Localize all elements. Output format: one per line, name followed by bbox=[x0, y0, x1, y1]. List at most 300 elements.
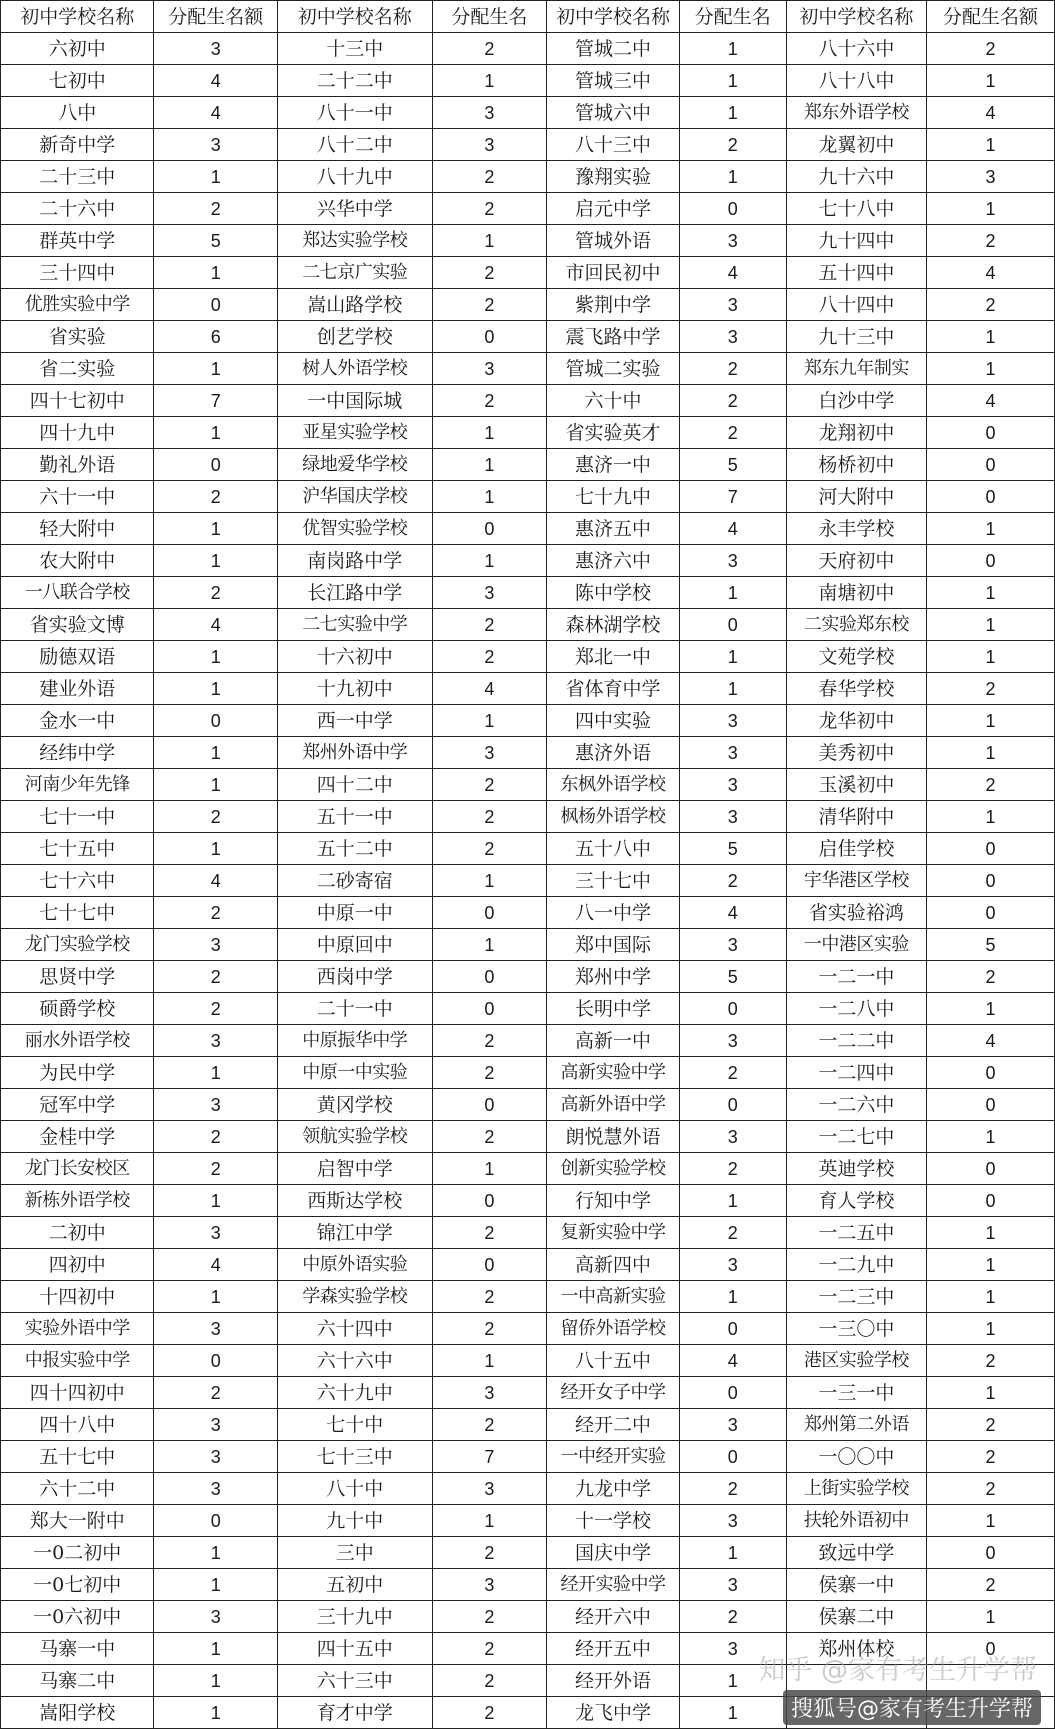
school-name-cell: 天府初中 bbox=[786, 545, 926, 577]
quota-cell: 3 bbox=[432, 97, 547, 129]
quota-cell: 2 bbox=[154, 1377, 278, 1409]
table-row bbox=[1, 353, 1055, 385]
table-row bbox=[1, 1409, 1055, 1441]
quota-cell: 1 bbox=[432, 1505, 547, 1537]
school-name-cell: 三中 bbox=[278, 1537, 433, 1569]
quota-cell: 1 bbox=[926, 1249, 1054, 1281]
school-name-cell: 嵩阳学校 bbox=[1, 1697, 154, 1729]
quota-cell: 1 bbox=[679, 161, 786, 193]
quota-cell: 0 bbox=[154, 1345, 278, 1377]
quota-cell: 0 bbox=[679, 193, 786, 225]
school-name-cell: 一〇〇中 bbox=[786, 1441, 926, 1473]
school-name-cell: 二七京广实验 bbox=[278, 257, 433, 289]
school-name-cell: 二十三中 bbox=[1, 161, 154, 193]
school-name-cell: 一中港区实验 bbox=[786, 929, 926, 961]
school-name-cell: 五十一中 bbox=[278, 801, 433, 833]
quota-cell: 4 bbox=[154, 65, 278, 97]
school-name-cell: 七十九中 bbox=[547, 481, 679, 513]
table-row bbox=[1, 1441, 1055, 1473]
table-row bbox=[1, 705, 1055, 737]
school-name-cell: 三十四中 bbox=[1, 257, 154, 289]
quota-cell: 0 bbox=[926, 1057, 1054, 1089]
quota-cell: 3 bbox=[432, 577, 547, 609]
quota-cell: 0 bbox=[926, 449, 1054, 481]
school-name-cell: 西一中学 bbox=[278, 705, 433, 737]
quota-cell: 4 bbox=[432, 673, 547, 705]
quota-cell: 2 bbox=[432, 161, 547, 193]
table-row bbox=[1, 897, 1055, 929]
quota-cell: 2 bbox=[432, 1697, 547, 1729]
school-name-cell: 一中经开实验 bbox=[547, 1441, 679, 1473]
table-row bbox=[1, 833, 1055, 865]
quota-cell: 2 bbox=[679, 417, 786, 449]
school-name-cell: 一二七中 bbox=[786, 1121, 926, 1153]
quota-cell bbox=[926, 1665, 1054, 1697]
school-name-cell: 领航实验学校 bbox=[278, 1121, 433, 1153]
table-row bbox=[1, 801, 1055, 833]
quota-cell: 5 bbox=[926, 929, 1054, 961]
quota-cell: 3 bbox=[926, 161, 1054, 193]
quota-cell: 3 bbox=[679, 1633, 786, 1665]
table-row bbox=[1, 1057, 1055, 1089]
quota-cell: 1 bbox=[679, 1697, 786, 1729]
school-name-cell: 管城二中 bbox=[547, 33, 679, 65]
table-row bbox=[1, 257, 1055, 289]
header-school-name: 初中学校名称 bbox=[786, 1, 926, 33]
table-row bbox=[1, 193, 1055, 225]
school-name-cell: 一中国际城 bbox=[278, 385, 433, 417]
school-name-cell: 经纬中学 bbox=[1, 737, 154, 769]
school-name-cell: 东枫外语学校 bbox=[547, 769, 679, 801]
quota-cell: 2 bbox=[432, 1537, 547, 1569]
school-name-cell: 四十八中 bbox=[1, 1409, 154, 1441]
quota-cell: 3 bbox=[679, 1025, 786, 1057]
school-name-cell: 中原一中 bbox=[278, 897, 433, 929]
school-name-cell: 省实验文博 bbox=[1, 609, 154, 641]
quota-cell: 1 bbox=[926, 993, 1054, 1025]
quota-cell: 1 bbox=[432, 449, 547, 481]
school-name-cell: 四十七初中 bbox=[1, 385, 154, 417]
school-name-cell: 经开外语 bbox=[547, 1665, 679, 1697]
quota-cell: 1 bbox=[154, 1633, 278, 1665]
school-name-cell: 九十六中 bbox=[786, 161, 926, 193]
table-row bbox=[1, 673, 1055, 705]
quota-cell: 1 bbox=[926, 1217, 1054, 1249]
quota-cell: 1 bbox=[432, 481, 547, 513]
quota-cell: 2 bbox=[432, 641, 547, 673]
quota-cell: 3 bbox=[679, 321, 786, 353]
school-name-cell: 一0二初中 bbox=[1, 1537, 154, 1569]
table-row bbox=[1, 577, 1055, 609]
school-name-cell: 一二三中 bbox=[786, 1281, 926, 1313]
school-name-cell: 绿地爱华学校 bbox=[278, 449, 433, 481]
school-name-cell: 中报实验中学 bbox=[1, 1345, 154, 1377]
quota-cell: 3 bbox=[679, 1409, 786, 1441]
school-name-cell: 六十四中 bbox=[278, 1313, 433, 1345]
school-name-cell: 经开女子中学 bbox=[547, 1377, 679, 1409]
quota-cell: 2 bbox=[432, 1281, 547, 1313]
quota-cell: 0 bbox=[926, 481, 1054, 513]
quota-cell: 1 bbox=[679, 1537, 786, 1569]
quota-cell: 2 bbox=[432, 193, 547, 225]
quota-cell: 3 bbox=[154, 1025, 278, 1057]
school-name-cell: 启智中学 bbox=[278, 1153, 433, 1185]
school-name-cell: 八十四中 bbox=[786, 289, 926, 321]
quota-cell: 1 bbox=[926, 737, 1054, 769]
school-name-cell: 震飞路中学 bbox=[547, 321, 679, 353]
table-row bbox=[1, 1377, 1055, 1409]
table-row bbox=[1, 289, 1055, 321]
quota-cell: 3 bbox=[432, 1473, 547, 1505]
table-row bbox=[1, 449, 1055, 481]
quota-cell: 1 bbox=[926, 705, 1054, 737]
quota-cell: 2 bbox=[432, 769, 547, 801]
school-name-cell: 十六初中 bbox=[278, 641, 433, 673]
header-row bbox=[1, 1, 1055, 33]
school-name-cell: 中原外语实验 bbox=[278, 1249, 433, 1281]
quota-cell: 3 bbox=[679, 801, 786, 833]
quota-cell: 1 bbox=[154, 1537, 278, 1569]
quota-cell: 4 bbox=[154, 609, 278, 641]
quota-cell: 0 bbox=[679, 1089, 786, 1121]
quota-cell: 1 bbox=[154, 161, 278, 193]
table-row bbox=[1, 385, 1055, 417]
watermark-zhihu: 知乎 @家有考生升学帮 bbox=[758, 1655, 1037, 1686]
school-name-cell: 六十六中 bbox=[278, 1345, 433, 1377]
school-name-cell: 八十二中 bbox=[278, 129, 433, 161]
quota-cell: 2 bbox=[432, 1665, 547, 1697]
quota-cell: 1 bbox=[926, 1377, 1054, 1409]
school-name-cell: 市回民初中 bbox=[547, 257, 679, 289]
school-name-cell: 一二一中 bbox=[786, 961, 926, 993]
quota-cell: 1 bbox=[926, 1505, 1054, 1537]
school-name-cell: 五初中 bbox=[278, 1569, 433, 1601]
table-row bbox=[1, 993, 1055, 1025]
school-name-cell: 龙门实验学校 bbox=[1, 929, 154, 961]
header-quota: 分配生名额 bbox=[154, 1, 278, 33]
header-school-name: 初中学校名称 bbox=[547, 1, 679, 33]
school-name-cell: 五十二中 bbox=[278, 833, 433, 865]
school-name-cell: 郑州中学 bbox=[547, 961, 679, 993]
quota-cell: 3 bbox=[154, 1089, 278, 1121]
quota-cell: 2 bbox=[154, 801, 278, 833]
quota-cell: 3 bbox=[679, 1569, 786, 1601]
school-name-cell: 侯寨二中 bbox=[786, 1601, 926, 1633]
school-name-cell: 四十四初中 bbox=[1, 1377, 154, 1409]
school-name-cell: 硕爵学校 bbox=[1, 993, 154, 1025]
header-school-name: 初中学校名称 bbox=[1, 1, 154, 33]
quota-cell: 3 bbox=[432, 129, 547, 161]
school-name-cell: 八十八中 bbox=[786, 65, 926, 97]
quota-cell: 7 bbox=[679, 481, 786, 513]
quota-cell: 2 bbox=[926, 673, 1054, 705]
school-name-cell: 二十一中 bbox=[278, 993, 433, 1025]
school-name-cell: 龙飞中学 bbox=[547, 1697, 679, 1729]
quota-cell: 4 bbox=[154, 97, 278, 129]
school-name-cell: 一三〇中 bbox=[786, 1313, 926, 1345]
quota-cell: 2 bbox=[432, 1121, 547, 1153]
school-name-cell: 育人学校 bbox=[786, 1185, 926, 1217]
quota-cell: 3 bbox=[154, 1409, 278, 1441]
quota-cell: 3 bbox=[679, 1249, 786, 1281]
school-name-cell: 学森实验学校 bbox=[278, 1281, 433, 1313]
quota-cell: 1 bbox=[679, 33, 786, 65]
school-name-cell: 朗悦慧外语 bbox=[547, 1121, 679, 1153]
quota-cell: 3 bbox=[679, 705, 786, 737]
table-row bbox=[1, 1121, 1055, 1153]
quota-cell: 1 bbox=[432, 929, 547, 961]
school-name-cell: 河大附中 bbox=[786, 481, 926, 513]
school-name-cell: 南岗路中学 bbox=[278, 545, 433, 577]
quota-cell: 2 bbox=[679, 1153, 786, 1185]
table-row bbox=[1, 1281, 1055, 1313]
school-name-cell: 河南少年先锋 bbox=[1, 769, 154, 801]
table-row bbox=[1, 33, 1055, 65]
table-row bbox=[1, 161, 1055, 193]
table-row bbox=[1, 1473, 1055, 1505]
school-name-cell: 玉溪初中 bbox=[786, 769, 926, 801]
quota-cell: 1 bbox=[154, 545, 278, 577]
school-name-cell: 丽水外语学校 bbox=[1, 1025, 154, 1057]
table-row bbox=[1, 1089, 1055, 1121]
header-quota: 分配生名 bbox=[679, 1, 786, 33]
quota-cell: 5 bbox=[679, 833, 786, 865]
quota-cell: 1 bbox=[926, 513, 1054, 545]
school-name-cell: 七十八中 bbox=[786, 193, 926, 225]
school-name-cell: 枫杨外语学校 bbox=[547, 801, 679, 833]
school-name-cell: 沪华国庆学校 bbox=[278, 481, 433, 513]
table-row bbox=[1, 929, 1055, 961]
quota-cell: 1 bbox=[926, 641, 1054, 673]
table-row bbox=[1, 1697, 1055, 1729]
school-name-cell: 兴华中学 bbox=[278, 193, 433, 225]
school-name-cell: 二实验郑东校 bbox=[786, 609, 926, 641]
school-name-cell: 四初中 bbox=[1, 1249, 154, 1281]
quota-cell: 1 bbox=[926, 609, 1054, 641]
quota-cell: 1 bbox=[154, 1665, 278, 1697]
school-name-cell: 森林湖学校 bbox=[547, 609, 679, 641]
quota-cell: 2 bbox=[154, 193, 278, 225]
quota-cell: 0 bbox=[679, 609, 786, 641]
quota-cell: 0 bbox=[432, 1249, 547, 1281]
quota-cell: 2 bbox=[679, 353, 786, 385]
quota-cell: 2 bbox=[926, 1473, 1054, 1505]
table-row bbox=[1, 129, 1055, 161]
quota-cell: 2 bbox=[926, 1345, 1054, 1377]
school-name-cell: 郑大一附中 bbox=[1, 1505, 154, 1537]
quota-cell: 1 bbox=[926, 1281, 1054, 1313]
school-name-cell: 黄冈学校 bbox=[278, 1089, 433, 1121]
school-name-cell: 郑州第二外语 bbox=[786, 1409, 926, 1441]
school-name-cell: 高新实验中学 bbox=[547, 1057, 679, 1089]
quota-cell: 2 bbox=[432, 257, 547, 289]
quota-cell: 3 bbox=[154, 33, 278, 65]
quota-cell: 1 bbox=[432, 1153, 547, 1185]
table-row bbox=[1, 321, 1055, 353]
school-name-cell: 四中实验 bbox=[547, 705, 679, 737]
school-name-cell: 郑州外语中学 bbox=[278, 737, 433, 769]
quota-cell: 2 bbox=[432, 609, 547, 641]
table-row bbox=[1, 545, 1055, 577]
quota-cell: 2 bbox=[926, 225, 1054, 257]
school-name-cell: 四十五中 bbox=[278, 1633, 433, 1665]
school-name-cell: 九十中 bbox=[278, 1505, 433, 1537]
quota-cell: 2 bbox=[926, 1441, 1054, 1473]
quota-cell: 4 bbox=[926, 385, 1054, 417]
quota-cell: 0 bbox=[432, 897, 547, 929]
table-row bbox=[1, 1025, 1055, 1057]
quota-cell: 1 bbox=[926, 353, 1054, 385]
quota-cell: 4 bbox=[926, 97, 1054, 129]
school-name-cell: 白沙中学 bbox=[786, 385, 926, 417]
quota-cell: 1 bbox=[154, 257, 278, 289]
table-row bbox=[1, 1217, 1055, 1249]
quota-cell: 1 bbox=[926, 1601, 1054, 1633]
quota-cell: 3 bbox=[154, 129, 278, 161]
table-row bbox=[1, 1313, 1055, 1345]
school-name-cell: 群英中学 bbox=[1, 225, 154, 257]
table-row bbox=[1, 1601, 1055, 1633]
school-name-cell: 宇华港区学校 bbox=[786, 865, 926, 897]
school-name-cell: 长明中学 bbox=[547, 993, 679, 1025]
quota-cell: 3 bbox=[679, 929, 786, 961]
quota-cell: 2 bbox=[679, 1601, 786, 1633]
quota-cell: 1 bbox=[432, 65, 547, 97]
quota-cell: 0 bbox=[926, 833, 1054, 865]
quota-cell: 1 bbox=[679, 1185, 786, 1217]
school-name-cell: 郑北一中 bbox=[547, 641, 679, 673]
header-quota: 分配生名额 bbox=[926, 1, 1054, 33]
school-name-cell: 二砂寄宿 bbox=[278, 865, 433, 897]
table-row bbox=[1, 513, 1055, 545]
school-name-cell: 三十九中 bbox=[278, 1601, 433, 1633]
school-name-cell: 经开六中 bbox=[547, 1601, 679, 1633]
school-name-cell: 农大附中 bbox=[1, 545, 154, 577]
quota-cell: 4 bbox=[679, 513, 786, 545]
school-name-cell: 杨桥初中 bbox=[786, 449, 926, 481]
quota-cell: 2 bbox=[926, 961, 1054, 993]
quota-cell: 0 bbox=[154, 449, 278, 481]
school-name-cell: 五十八中 bbox=[547, 833, 679, 865]
quota-cell: 3 bbox=[154, 1217, 278, 1249]
quota-cell: 1 bbox=[679, 1665, 786, 1697]
header-quota: 分配生名 bbox=[432, 1, 547, 33]
quota-cell: 1 bbox=[432, 1345, 547, 1377]
quota-cell bbox=[926, 1697, 1054, 1729]
quota-cell: 1 bbox=[679, 673, 786, 705]
quota-cell: 3 bbox=[154, 1601, 278, 1633]
school-name-cell: 建业外语 bbox=[1, 673, 154, 705]
school-name-cell: 复新实验中学 bbox=[547, 1217, 679, 1249]
school-name-cell: 郑东外语学校 bbox=[786, 97, 926, 129]
table-row bbox=[1, 961, 1055, 993]
quota-cell: 3 bbox=[679, 289, 786, 321]
table-row bbox=[1, 865, 1055, 897]
school-name-cell: 一二五中 bbox=[786, 1217, 926, 1249]
quota-cell: 0 bbox=[679, 1377, 786, 1409]
school-name-cell: 一中高新实验 bbox=[547, 1281, 679, 1313]
school-name-cell: 豫翔实验 bbox=[547, 161, 679, 193]
quota-cell: 1 bbox=[154, 1185, 278, 1217]
quota-cell: 1 bbox=[432, 545, 547, 577]
quota-cell: 4 bbox=[679, 257, 786, 289]
school-name-cell: 郑州体校 bbox=[786, 1633, 926, 1665]
school-name-cell: 六初中 bbox=[1, 33, 154, 65]
school-name-cell: 五十七中 bbox=[1, 1441, 154, 1473]
quota-cell: 0 bbox=[926, 865, 1054, 897]
school-name-cell: 金水一中 bbox=[1, 705, 154, 737]
quota-cell: 5 bbox=[679, 961, 786, 993]
quota-cell: 2 bbox=[679, 1057, 786, 1089]
school-name-cell: 十四初中 bbox=[1, 1281, 154, 1313]
quota-cell: 0 bbox=[926, 1153, 1054, 1185]
quota-cell: 2 bbox=[154, 897, 278, 929]
school-name-cell: 六十三中 bbox=[278, 1665, 433, 1697]
table-row bbox=[1, 65, 1055, 97]
school-name-cell: 省实验裕鸿 bbox=[786, 897, 926, 929]
quota-cell: 1 bbox=[926, 577, 1054, 609]
quota-cell: 1 bbox=[154, 513, 278, 545]
school-name-cell: 二十六中 bbox=[1, 193, 154, 225]
school-name-cell: 省二实验 bbox=[1, 353, 154, 385]
quota-cell: 4 bbox=[926, 1025, 1054, 1057]
school-name-cell: 马寨一中 bbox=[1, 1633, 154, 1665]
school-name-cell: 扶轮外语初中 bbox=[786, 1505, 926, 1537]
quota-cell: 4 bbox=[679, 1345, 786, 1377]
school-name-cell: 高新四中 bbox=[547, 1249, 679, 1281]
quota-cell: 0 bbox=[679, 1313, 786, 1345]
school-name-cell: 一二八中 bbox=[786, 993, 926, 1025]
school-name-cell: 马寨二中 bbox=[1, 1665, 154, 1697]
school-name-cell: 高新外语中学 bbox=[547, 1089, 679, 1121]
school-name-cell: 上街实验学校 bbox=[786, 1473, 926, 1505]
quota-cell: 1 bbox=[679, 65, 786, 97]
quota-cell: 1 bbox=[154, 769, 278, 801]
quota-cell: 2 bbox=[679, 385, 786, 417]
school-name-cell: 八中 bbox=[1, 97, 154, 129]
quota-cell: 4 bbox=[154, 1249, 278, 1281]
quota-cell: 7 bbox=[432, 1441, 547, 1473]
school-name-cell: 中原振华中学 bbox=[278, 1025, 433, 1057]
quota-cell: 2 bbox=[154, 961, 278, 993]
quota-cell: 2 bbox=[432, 833, 547, 865]
school-name-cell: 西斯达学校 bbox=[278, 1185, 433, 1217]
school-name-cell: 一二二中 bbox=[786, 1025, 926, 1057]
school-name-cell: 六十一中 bbox=[1, 481, 154, 513]
quota-cell: 1 bbox=[926, 65, 1054, 97]
quota-cell: 0 bbox=[154, 705, 278, 737]
quota-cell: 3 bbox=[154, 929, 278, 961]
quota-cell: 5 bbox=[679, 449, 786, 481]
school-name-cell: 惠济外语 bbox=[547, 737, 679, 769]
quota-cell: 3 bbox=[154, 1313, 278, 1345]
table-row bbox=[1, 1665, 1055, 1697]
quota-cell: 2 bbox=[154, 993, 278, 1025]
school-name-cell: 八十三中 bbox=[547, 129, 679, 161]
school-name-cell: 紫荆中学 bbox=[547, 289, 679, 321]
quota-cell: 1 bbox=[679, 577, 786, 609]
quota-cell: 2 bbox=[432, 1057, 547, 1089]
quota-cell: 2 bbox=[679, 865, 786, 897]
table-row bbox=[1, 225, 1055, 257]
quota-cell: 2 bbox=[926, 289, 1054, 321]
quota-cell: 2 bbox=[432, 289, 547, 321]
school-name-cell: 亚星实验学校 bbox=[278, 417, 433, 449]
quota-cell: 4 bbox=[154, 865, 278, 897]
quota-cell: 0 bbox=[926, 1537, 1054, 1569]
school-name-cell: 思贤中学 bbox=[1, 961, 154, 993]
school-name-cell: 留侨外语学校 bbox=[547, 1313, 679, 1345]
